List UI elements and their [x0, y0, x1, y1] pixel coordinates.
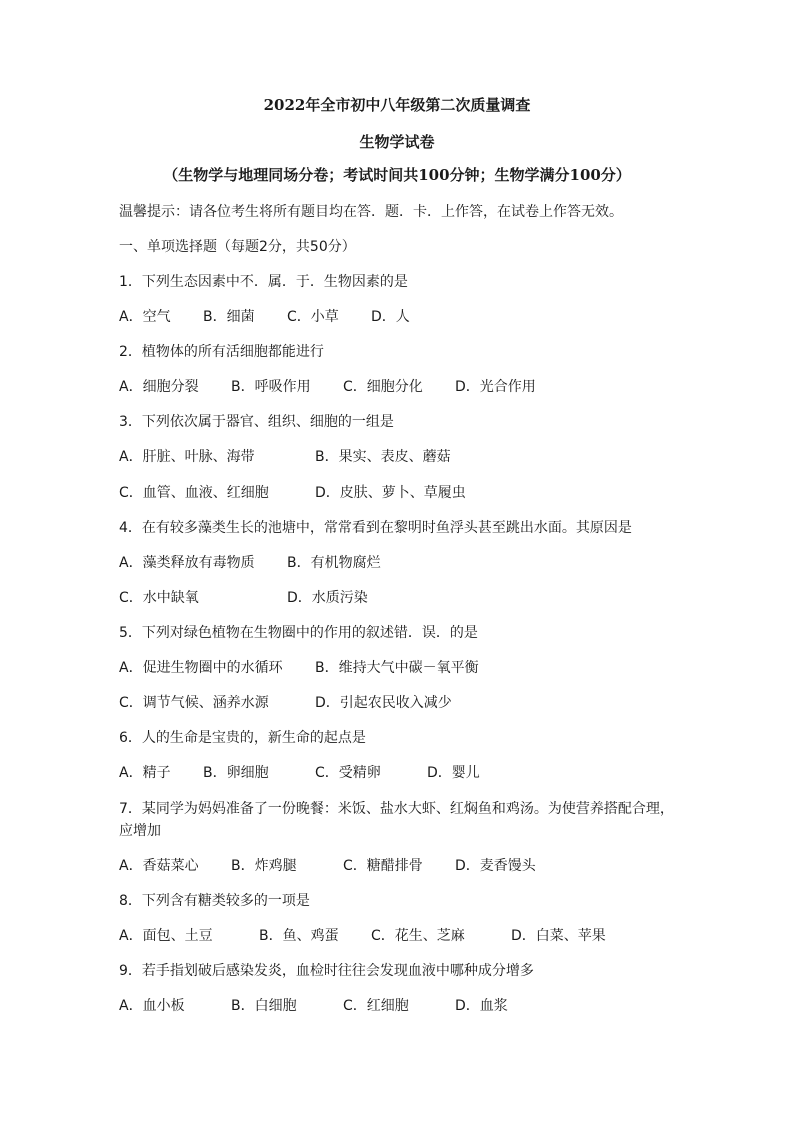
options-row: [119, 483, 466, 503]
option: C．细胞分化: [343, 379, 423, 395]
question-stem: 5．下列对绿色植物在生物圈中的作用的叙述错．误．的是: [119, 625, 478, 641]
option: A．香菇菜心: [119, 858, 199, 874]
option: C．小草: [287, 309, 339, 325]
options-row: [119, 763, 480, 783]
options-row: [119, 377, 536, 397]
option: C．花生、芝麻: [371, 928, 465, 944]
question-stem: 1．下列生态因素中不．属．于．生物因素的是: [119, 274, 408, 290]
option: C．调节气候、涵养水源: [119, 695, 269, 711]
option: D．皮肤、萝卜、草履虫: [315, 485, 466, 501]
option: C．受精卵: [315, 765, 381, 781]
option: D．血浆: [455, 998, 508, 1014]
option: B．白细胞: [231, 998, 297, 1014]
option: B．细菌: [203, 309, 255, 325]
option: B．维持大气中碳－氧平衡: [315, 660, 479, 676]
reminder-text: 温馨提示：请各位考生将所有题目均在答．题．卡．上作答，在试卷上作答无效。: [119, 204, 623, 220]
option: B．果实、表皮、蘑菇: [315, 449, 451, 465]
option: B．呼吸作用: [231, 379, 311, 395]
question-stem: 3．下列依次属于器官、组织、细胞的一组是: [119, 414, 394, 430]
option: B．有机物腐烂: [287, 555, 381, 571]
option: D．麦香馒头: [455, 858, 536, 874]
option: B．鱼、鸡蛋: [259, 928, 339, 944]
option: D．光合作用: [455, 379, 536, 395]
options-row: [119, 588, 368, 608]
option: D．水质污染: [287, 590, 368, 606]
option: C．血管、血液、红细胞: [119, 485, 269, 501]
option: C．水中缺氧: [119, 590, 199, 606]
question-stem: 9．若手指划破后感染发炎，血检时往往会发现血液中哪种成分增多: [119, 963, 534, 979]
options-row: [119, 307, 410, 327]
option: C．糖醋排骨: [343, 858, 423, 874]
option: A．肝脏、叶脉、海带: [119, 449, 255, 465]
option: D．婴儿: [427, 765, 480, 781]
options-row: [119, 856, 536, 876]
question-stem: 2．植物体的所有活细胞都能进行: [119, 344, 324, 360]
options-row: [119, 553, 381, 573]
option: C．红细胞: [343, 998, 409, 1014]
question-stem: 6．人的生命是宝贵的，新生命的起点是: [119, 730, 366, 746]
option: A．精子: [119, 765, 171, 781]
option: D．引起农民收入减少: [315, 695, 452, 711]
question-stem: 7．某同学为妈妈准备了一份晚餐：米饭、盐水大虾、红焖鱼和鸡汤。为使营养搭配合理，应增加: [119, 801, 674, 839]
option: B．卵细胞: [203, 765, 269, 781]
options-row: [119, 926, 606, 946]
option: D．人: [371, 309, 410, 325]
option: A．血小板: [119, 998, 185, 1014]
question-stem: 8．下列含有糖类较多的一项是: [119, 893, 310, 909]
options-row: [119, 447, 451, 467]
options-row: [119, 658, 479, 678]
option: D．白菜、苹果: [511, 928, 606, 944]
options-row: [119, 693, 452, 713]
option: A．藻类释放有毒物质: [119, 555, 255, 571]
option: B．炸鸡腿: [231, 858, 297, 874]
option: A．促进生物圈中的水循环: [119, 660, 283, 676]
exam-note: （生物学与地理同场分卷；考试时间共100分钟；生物学满分100分）: [163, 166, 631, 184]
options-row: [119, 996, 508, 1016]
section-heading: 一、单项选择题（每题2分，共50分）: [119, 239, 356, 255]
option: A．面包、土豆: [119, 928, 213, 944]
exam-title: 2022年全市初中八年级第二次质量调查: [263, 96, 531, 114]
option: A．空气: [119, 309, 171, 325]
option: A．细胞分裂: [119, 379, 199, 395]
question-stem: 4．在有较多藻类生长的池塘中，常常看到在黎明时鱼浮头甚至跳出水面。其原因是: [119, 520, 632, 536]
exam-subtitle: 生物学试卷: [359, 133, 435, 151]
